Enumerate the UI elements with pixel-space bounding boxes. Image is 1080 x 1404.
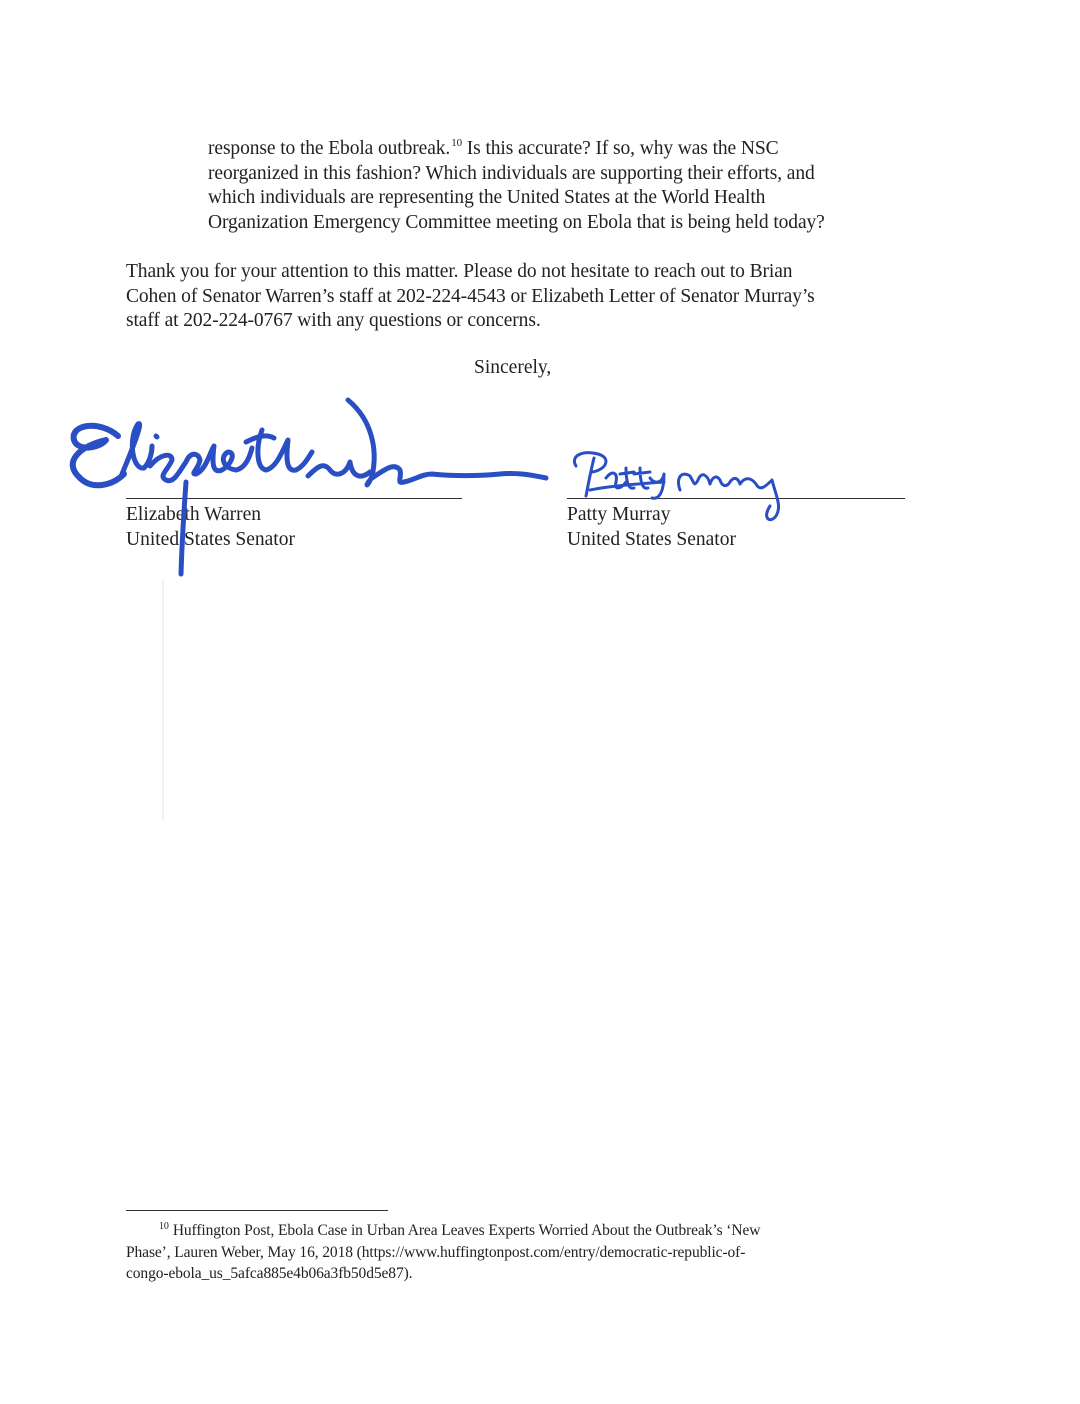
paragraph-line: reorganized in this fashion? Which individuals are supporting their efforts, and: [208, 162, 815, 184]
paragraph-line: Thank you for your attention to this matter. Please do not hesitate to reach out to Brian: [126, 261, 793, 282]
closing-salutation: Sincerely,: [474, 357, 552, 378]
footnote-reference: 10: [451, 137, 463, 149]
signatory-name-warren: Elizabeth Warren: [126, 504, 262, 525]
signature-line-murray: [567, 498, 905, 499]
continued-paragraph: [208, 137, 928, 236]
signatory-name-murray: Patty Murray: [567, 504, 671, 525]
paragraph-line: staff at 202-224-0767 with any questions or concerns.: [126, 310, 541, 332]
footnote-line: Phase’, Lauren Weber, May 16, 2018 (https://www.huffingtonpost.com/entry/democratic-republic-of-: [126, 1243, 746, 1261]
signatory-title-warren: United States Senator: [126, 529, 295, 550]
footnote-line: congo-ebola_us_5afca885e4b06a3fb50d5e87).: [126, 1265, 413, 1282]
paragraph-line: which individuals are representing the United States at the World Health: [208, 187, 766, 209]
signatory-title-murray: United States Senator: [567, 529, 736, 550]
signature-line-warren: [126, 498, 462, 499]
closing-paragraph: [126, 260, 926, 334]
footnote-separator: [126, 1210, 388, 1211]
footnote-number: 10: [159, 1221, 169, 1232]
paragraph-line: Organization Emergency Committee meeting on Ebola that is being held today?: [208, 212, 825, 234]
scan-artifact: [162, 580, 164, 820]
footnote: [126, 1220, 906, 1285]
paragraph-line: response to the Ebola outbreak.$^{10}$ Is this accurate? If so, why was the NSC: [208, 137, 779, 159]
footnote-line: $^{10}$ Huffington Post, Ebola Case in Urban Area Leaves Experts Worried About the Outbreak’s ‘New: [159, 1221, 761, 1239]
paragraph-line: Cohen of Senator Warren’s staff at 202-224-4543 or Elizabeth Letter of Senator Murray’s: [126, 285, 815, 307]
